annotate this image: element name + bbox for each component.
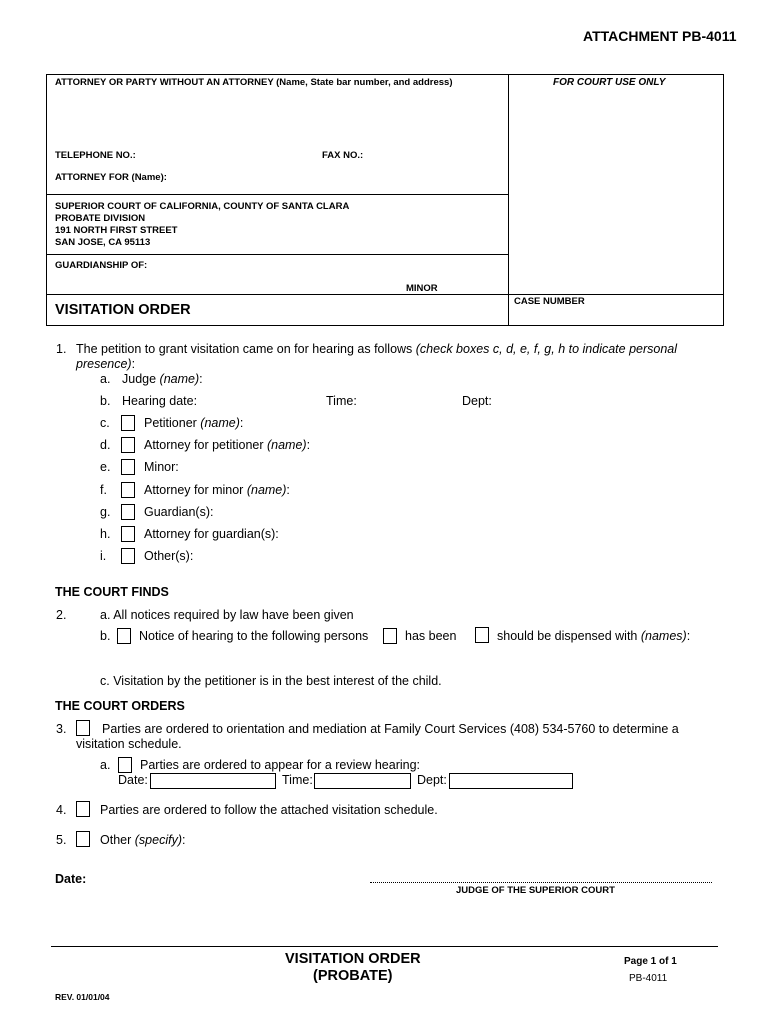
item2c-text: c. Visitation by the petitioner is in the best interest of the child. (100, 674, 442, 688)
review-date-field[interactable] (150, 773, 276, 789)
item1i-letter: i. (100, 549, 107, 563)
court-line-1: SUPERIOR COURT OF CALIFORNIA, COUNTY OF SANTA CLARA (55, 201, 350, 212)
review-dept-label: Dept: (417, 773, 447, 787)
case-number-label: CASE NUMBER (514, 296, 585, 307)
item1e-label: Minor: (144, 460, 179, 474)
item1g-letter: g. (100, 505, 111, 519)
hearing-date-label: Hearing date: (122, 394, 198, 408)
item3-text: Parties are ordered to orientation and mediation at Family Court Services (408) 534-5760 to determine a (102, 722, 679, 736)
court-finds-heading: THE COURT FINDS (55, 585, 169, 599)
caption-rule-1 (46, 194, 508, 195)
item1e-checkbox[interactable] (121, 459, 135, 475)
item5-number: 5. (56, 833, 67, 847)
item4-text: Parties are ordered to follow the attached visitation schedule. (100, 803, 438, 817)
item4-checkbox[interactable] (76, 801, 90, 817)
attachment-label: ATTACHMENT PB-4011 (583, 28, 737, 44)
item1-text-cont: presence): (76, 357, 136, 371)
review-time-field[interactable] (314, 773, 411, 789)
item1-text: The petition to grant visitation came on for hearing as follows (check boxes c, d, e, f, g, h to indicate personal (76, 342, 678, 356)
attorney-for-label: ATTORNEY FOR (Name): (55, 172, 167, 183)
review-dept-field[interactable] (449, 773, 573, 789)
item1i-checkbox[interactable] (121, 548, 135, 564)
form-number: PB-4011 (629, 973, 668, 984)
judge-signature-line[interactable] (370, 882, 712, 883)
item2b-checkbox[interactable] (117, 628, 131, 644)
item1f-letter: f. (100, 483, 107, 497)
court-orders-heading: THE COURT ORDERS (55, 699, 185, 713)
item2-number: 2. (56, 608, 67, 622)
dispensed-label: should be dispensed with (names): (497, 629, 691, 643)
revision-label: REV. 01/01/04 (55, 992, 110, 1002)
fax-label: FAX NO.: (322, 150, 364, 161)
item1f-checkbox[interactable] (121, 482, 135, 498)
has-been-label: has been (405, 629, 457, 643)
caption-rule-3 (46, 294, 724, 295)
item1c-label: Petitioner (name): (144, 416, 244, 430)
item2b-letter: b. (100, 629, 111, 643)
has-been-checkbox[interactable] (383, 628, 397, 644)
item1h-checkbox[interactable] (121, 526, 135, 542)
judge-label: JUDGE OF THE SUPERIOR COURT (456, 885, 615, 896)
item5-checkbox[interactable] (76, 831, 90, 847)
item1e-letter: e. (100, 460, 111, 474)
footer-title-1: VISITATION ORDER (285, 951, 421, 967)
footer-rule (51, 946, 718, 947)
form-title: VISITATION ORDER (55, 302, 191, 318)
item3-text-cont: visitation schedule. (76, 737, 182, 751)
hearing-dept-label: Dept: (462, 394, 492, 408)
court-line-2: PROBATE DIVISION (55, 213, 146, 224)
caption-rule-2 (46, 254, 508, 255)
item3a-letter: a. (100, 758, 111, 772)
dispensed-checkbox[interactable] (475, 627, 489, 643)
item1g-label: Guardian(s): (144, 505, 214, 519)
item1c-letter: c. (100, 416, 110, 430)
item3a-checkbox[interactable] (118, 757, 132, 773)
attorney-label: ATTORNEY OR PARTY WITHOUT AN ATTORNEY (Name, State bar number, and address) (55, 77, 453, 88)
guardianship-label: GUARDIANSHIP OF: (55, 260, 148, 271)
review-time-label: Time: (282, 773, 313, 787)
item1-number: 1. (56, 342, 67, 356)
minor-label: MINOR (406, 283, 438, 294)
caption-box (46, 74, 724, 326)
signature-date-label: Date: (55, 872, 87, 886)
item1b-letter: b. (100, 394, 111, 408)
caption-divider (508, 74, 509, 326)
item3-checkbox[interactable] (76, 720, 90, 736)
court-line-4: SAN JOSE, CA 95113 (55, 237, 151, 248)
item1d-label: Attorney for petitioner (name): (144, 438, 311, 452)
item5-text: Other (specify): (100, 833, 186, 847)
item1f-label: Attorney for minor (name): (144, 483, 290, 497)
item3a-text: Parties are ordered to appear for a review hearing: (140, 758, 421, 772)
item1a-judge: Judge (name): (122, 372, 203, 386)
page-number: Page 1 of 1 (624, 956, 677, 967)
item1h-label: Attorney for guardian(s): (144, 527, 279, 541)
item1d-checkbox[interactable] (121, 437, 135, 453)
item1h-letter: h. (100, 527, 111, 541)
item4-number: 4. (56, 803, 67, 817)
court-use-label: FOR COURT USE ONLY (553, 77, 666, 88)
hearing-time-label: Time: (326, 394, 357, 408)
telephone-label: TELEPHONE NO.: (55, 150, 136, 161)
court-line-3: 191 NORTH FIRST STREET (55, 225, 178, 236)
item2b-label: Notice of hearing to the following persons (139, 629, 369, 643)
item1g-checkbox[interactable] (121, 504, 135, 520)
item1i-label: Other(s): (144, 549, 194, 563)
item3-number: 3. (56, 722, 67, 736)
footer-title-2: (PROBATE) (313, 968, 393, 984)
item1c-checkbox[interactable] (121, 415, 135, 431)
item2a-text: a. All notices required by law have been given (100, 608, 354, 622)
item1a-letter: a. (100, 372, 111, 386)
item1d-letter: d. (100, 438, 111, 452)
review-date-label: Date: (118, 773, 148, 787)
